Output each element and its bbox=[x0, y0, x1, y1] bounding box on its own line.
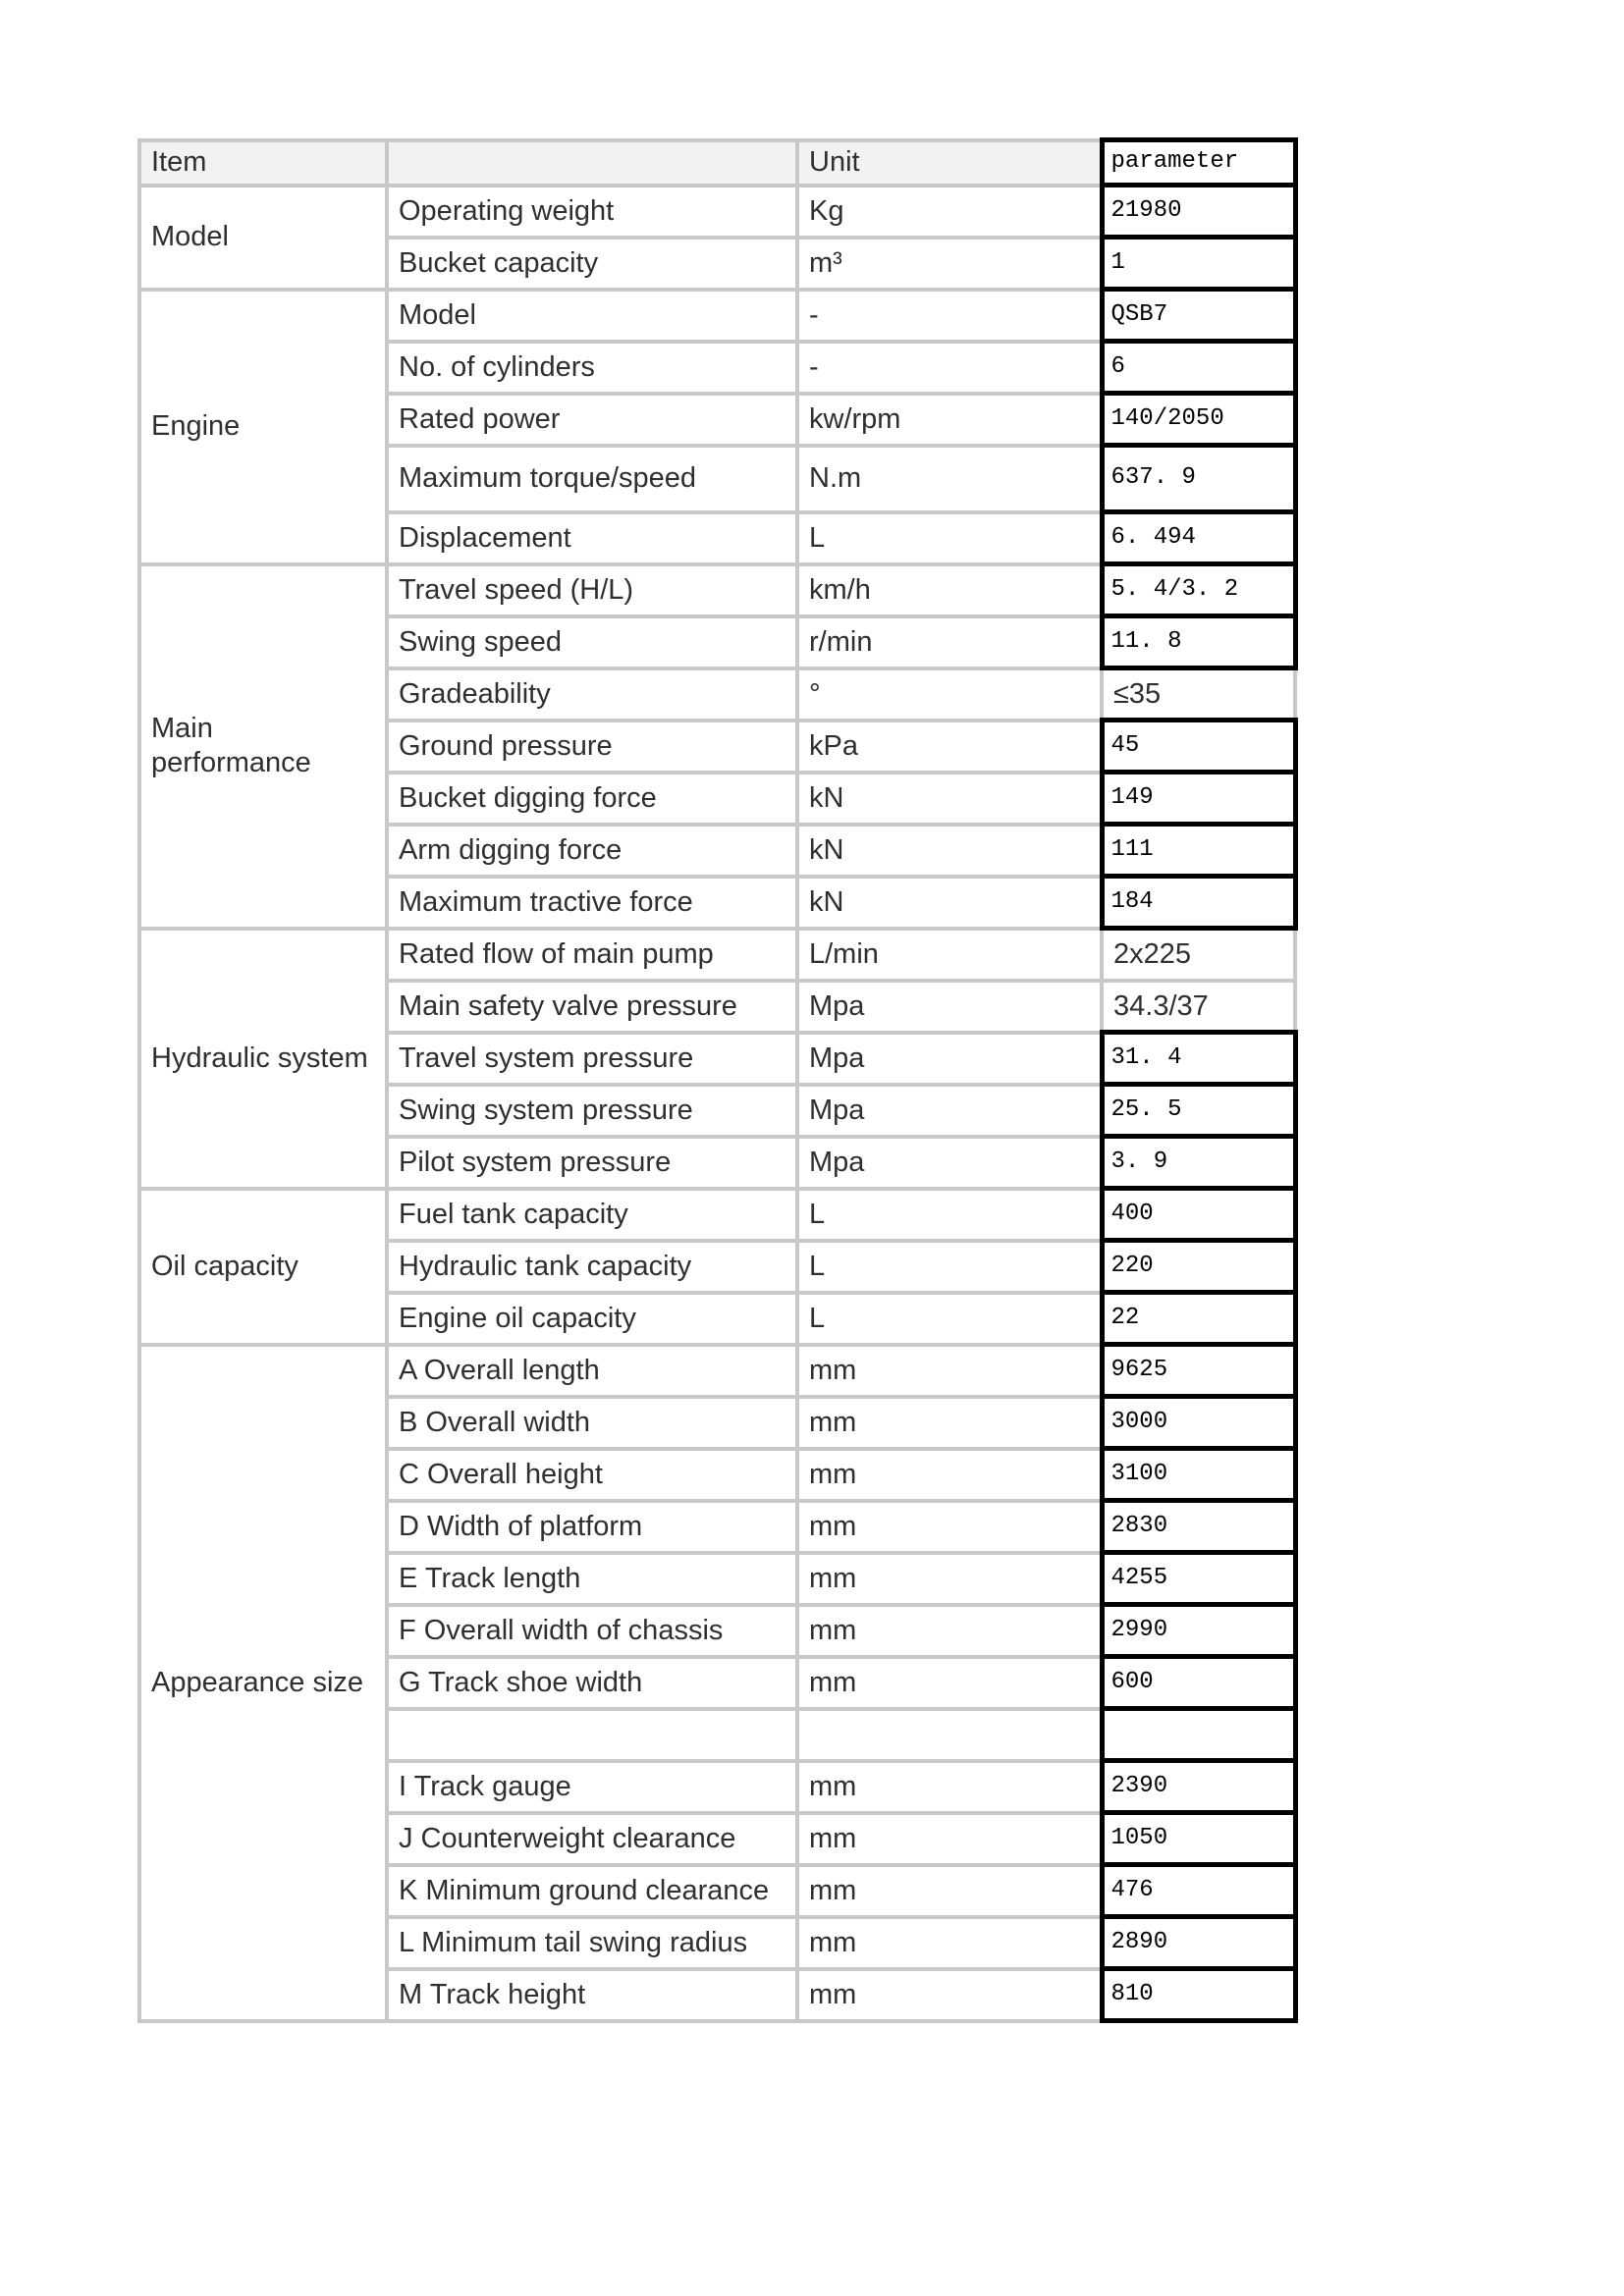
param-cell: 184 bbox=[1102, 877, 1295, 929]
param-cell: 2x225 bbox=[1102, 929, 1295, 981]
spec-label-cell: Engine oil capacity bbox=[387, 1293, 797, 1345]
table-row bbox=[139, 290, 1295, 342]
spec-label-cell: D Width of platform bbox=[387, 1501, 797, 1553]
unit-cell: km/h bbox=[797, 564, 1102, 616]
unit-cell: mm bbox=[797, 1605, 1102, 1657]
unit-cell: mm bbox=[797, 1761, 1102, 1813]
spec-label-cell: Displacement bbox=[387, 512, 797, 564]
param-cell: 637. 9 bbox=[1102, 446, 1295, 512]
param-cell: 1050 bbox=[1102, 1813, 1295, 1865]
param-cell: 5. 4/3. 2 bbox=[1102, 564, 1295, 616]
spec-label-cell: Gradeability bbox=[387, 668, 797, 721]
param-cell: 2890 bbox=[1102, 1917, 1295, 1969]
unit-cell: r/min bbox=[797, 616, 1102, 668]
param-cell: 22 bbox=[1102, 1293, 1295, 1345]
unit-cell: L bbox=[797, 1189, 1102, 1241]
spec-label-cell: K Minimum ground clearance bbox=[387, 1865, 797, 1917]
param-cell: 34.3/37 bbox=[1102, 981, 1295, 1033]
spec-label-cell: Fuel tank capacity bbox=[387, 1189, 797, 1241]
param-cell: 6. 494 bbox=[1102, 512, 1295, 564]
header-item-cell: Item bbox=[139, 140, 387, 186]
unit-cell: N.m bbox=[797, 446, 1102, 512]
unit-cell: kPa bbox=[797, 721, 1102, 773]
param-cell bbox=[1102, 1709, 1295, 1761]
spec-label-cell: Rated flow of main pump bbox=[387, 929, 797, 981]
header-row bbox=[139, 140, 1295, 186]
group-cell-hydraulic-system: Hydraulic system bbox=[139, 929, 387, 1189]
table-row bbox=[139, 1345, 1295, 1397]
spec-label-cell: Pilot system pressure bbox=[387, 1137, 797, 1189]
unit-cell: kw/rpm bbox=[797, 394, 1102, 446]
table-row bbox=[139, 564, 1295, 616]
unit-cell: L bbox=[797, 512, 1102, 564]
spec-label-cell: Main safety valve pressure bbox=[387, 981, 797, 1033]
spec-label-cell: F Overall width of chassis bbox=[387, 1605, 797, 1657]
header-parameter-cell: parameter bbox=[1102, 140, 1295, 186]
param-cell: 9625 bbox=[1102, 1345, 1295, 1397]
param-cell: 149 bbox=[1102, 773, 1295, 825]
spec-label-cell: Rated power bbox=[387, 394, 797, 446]
unit-cell: Mpa bbox=[797, 1137, 1102, 1189]
unit-cell: kN bbox=[797, 877, 1102, 929]
param-cell: 600 bbox=[1102, 1657, 1295, 1709]
param-cell: 111 bbox=[1102, 825, 1295, 877]
unit-cell: Mpa bbox=[797, 1085, 1102, 1137]
spec-label-cell: No. of cylinders bbox=[387, 342, 797, 394]
param-cell: 810 bbox=[1102, 1969, 1295, 2021]
unit-cell: Mpa bbox=[797, 981, 1102, 1033]
unit-cell: Mpa bbox=[797, 1033, 1102, 1085]
unit-cell: Kg bbox=[797, 186, 1102, 238]
spec-label-cell: Swing system pressure bbox=[387, 1085, 797, 1137]
unit-cell: - bbox=[797, 342, 1102, 394]
param-cell: 31. 4 bbox=[1102, 1033, 1295, 1085]
group-cell-engine: Engine bbox=[139, 290, 387, 564]
group-cell-oil-capacity: Oil capacity bbox=[139, 1189, 387, 1345]
spec-label-cell: Travel speed (H/L) bbox=[387, 564, 797, 616]
unit-cell: mm bbox=[797, 1917, 1102, 1969]
group-cell-appearance-size: Appearance size bbox=[139, 1345, 387, 2021]
spec-label-cell: Travel system pressure bbox=[387, 1033, 797, 1085]
param-cell: 3. 9 bbox=[1102, 1137, 1295, 1189]
spec-label-cell: Arm digging force bbox=[387, 825, 797, 877]
unit-cell: mm bbox=[797, 1501, 1102, 1553]
spec-table bbox=[137, 137, 1298, 2023]
param-cell: 476 bbox=[1102, 1865, 1295, 1917]
unit-cell: mm bbox=[797, 1969, 1102, 2021]
unit-cell: m³ bbox=[797, 238, 1102, 290]
spec-label-cell: Swing speed bbox=[387, 616, 797, 668]
table-row bbox=[139, 186, 1295, 238]
unit-cell: - bbox=[797, 290, 1102, 342]
spec-label-cell bbox=[387, 1709, 797, 1761]
group-cell-main-performance: Main performance bbox=[139, 564, 387, 929]
unit-cell bbox=[797, 1709, 1102, 1761]
param-cell: 220 bbox=[1102, 1241, 1295, 1293]
param-cell: 140/2050 bbox=[1102, 394, 1295, 446]
unit-cell: mm bbox=[797, 1813, 1102, 1865]
param-cell: 2390 bbox=[1102, 1761, 1295, 1813]
spec-label-cell: J Counterweight clearance bbox=[387, 1813, 797, 1865]
spec-label-cell: Maximum torque/speed bbox=[387, 446, 797, 512]
unit-cell: mm bbox=[797, 1657, 1102, 1709]
param-cell: 6 bbox=[1102, 342, 1295, 394]
unit-cell: L bbox=[797, 1241, 1102, 1293]
group-cell-model: Model bbox=[139, 186, 387, 290]
spec-label-cell: B Overall width bbox=[387, 1397, 797, 1449]
param-cell: 2830 bbox=[1102, 1501, 1295, 1553]
spec-label-cell: C Overall height bbox=[387, 1449, 797, 1501]
table-row bbox=[139, 929, 1295, 981]
unit-cell: kN bbox=[797, 773, 1102, 825]
param-cell: 4255 bbox=[1102, 1553, 1295, 1605]
unit-cell: mm bbox=[797, 1865, 1102, 1917]
param-cell: 25. 5 bbox=[1102, 1085, 1295, 1137]
param-cell: 21980 bbox=[1102, 186, 1295, 238]
param-cell: 400 bbox=[1102, 1189, 1295, 1241]
param-cell: 45 bbox=[1102, 721, 1295, 773]
header-blank-cell bbox=[387, 140, 797, 186]
header-unit-cell: Unit bbox=[797, 140, 1102, 186]
param-cell: 1 bbox=[1102, 238, 1295, 290]
spec-label-cell: I Track gauge bbox=[387, 1761, 797, 1813]
spec-label-cell: A Overall length bbox=[387, 1345, 797, 1397]
table-row bbox=[139, 1189, 1295, 1241]
spec-label-cell: E Track length bbox=[387, 1553, 797, 1605]
spec-label-cell: G Track shoe width bbox=[387, 1657, 797, 1709]
spec-label-cell: Operating weight bbox=[387, 186, 797, 238]
param-cell: ≤35 bbox=[1102, 668, 1295, 721]
spec-label-cell: Ground pressure bbox=[387, 721, 797, 773]
spec-label-cell: Bucket capacity bbox=[387, 238, 797, 290]
unit-cell: mm bbox=[797, 1397, 1102, 1449]
spec-label-cell: L Minimum tail swing radius bbox=[387, 1917, 797, 1969]
spec-label-cell: Model bbox=[387, 290, 797, 342]
param-cell: 3000 bbox=[1102, 1397, 1295, 1449]
unit-cell: mm bbox=[797, 1553, 1102, 1605]
param-cell: 11. 8 bbox=[1102, 616, 1295, 668]
param-cell: 2990 bbox=[1102, 1605, 1295, 1657]
unit-cell: kN bbox=[797, 825, 1102, 877]
spec-label-cell: M Track height bbox=[387, 1969, 797, 2021]
unit-cell: mm bbox=[797, 1345, 1102, 1397]
spec-label-cell: Bucket digging force bbox=[387, 773, 797, 825]
unit-cell: ° bbox=[797, 668, 1102, 721]
param-cell: 3100 bbox=[1102, 1449, 1295, 1501]
spec-label-cell: Maximum tractive force bbox=[387, 877, 797, 929]
unit-cell: L/min bbox=[797, 929, 1102, 981]
param-cell: QSB7 bbox=[1102, 290, 1295, 342]
unit-cell: L bbox=[797, 1293, 1102, 1345]
unit-cell: mm bbox=[797, 1449, 1102, 1501]
spec-label-cell: Hydraulic tank capacity bbox=[387, 1241, 797, 1293]
